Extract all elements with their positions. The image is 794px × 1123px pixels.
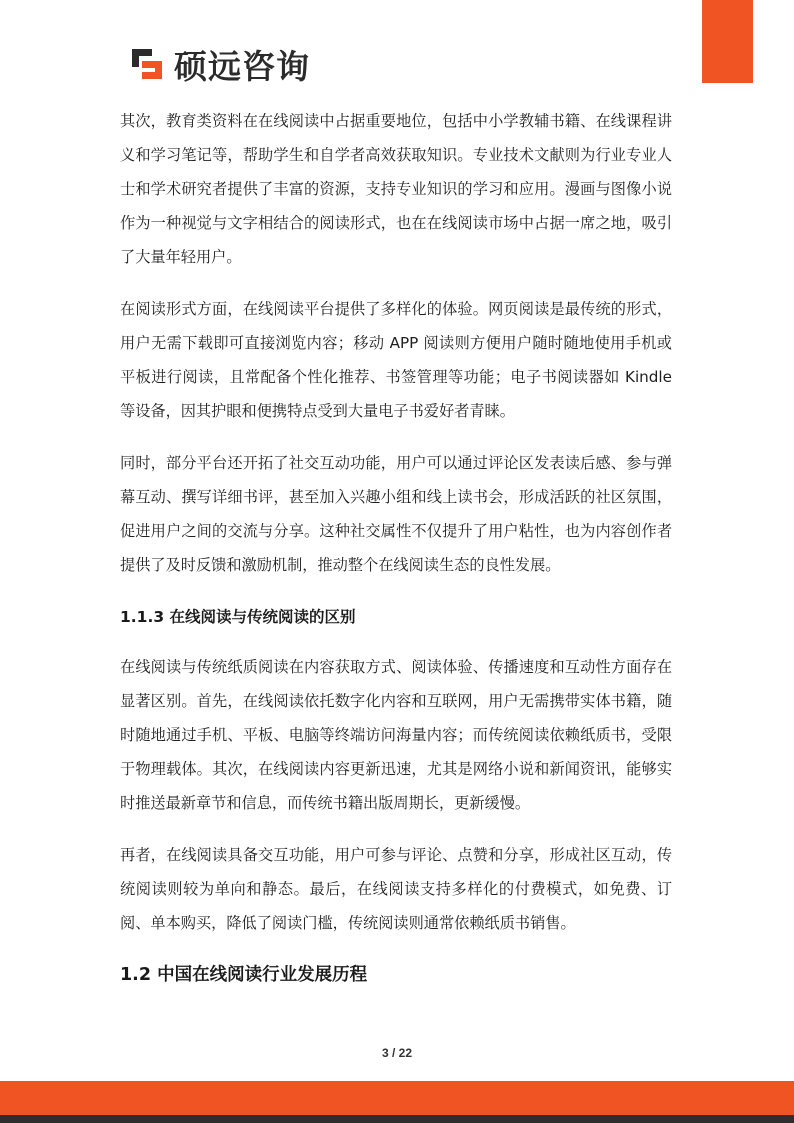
- paragraph: 在线阅读与传统纸质阅读在内容获取方式、阅读体验、传播速度和互动性方面存在显著区别。首先，在线阅读依托数字化内容和互联网，用户无需携带实体书籍，随时随地通过手机、平板、电脑等终端访问海量内容；而传统阅读依赖纸质书，受限于物理载体。其次，在线阅读内容更新迅速，尤其是网络小说和新闻资讯，能够实时推送最新章节和信息，而传统书籍出版周期长，更新缓慢。: [120, 658, 672, 812]
- page-number: 3 / 22: [381, 1046, 413, 1060]
- logo-mark-icon: [128, 45, 166, 83]
- paragraph: 同时，部分平台还开拓了社交互动功能，用户可以通过评论区发表读后感、参与弹幕互动、撰写详细书评，甚至加入兴趣小组和线上读书会，形成活跃的社区氛围，促进用户之间的交流与分享。这种社交属性不仅提升了用户粘性，也为内容创作者提供了及时反馈和激励机制，推动整个在线阅读生态的良性发展。: [120, 454, 672, 574]
- logo-text: 硕远咨询: [174, 46, 310, 86]
- footer-dark-bar: [0, 1115, 794, 1123]
- document-body: [120, 104, 672, 992]
- company-logo: [128, 44, 310, 84]
- corner-accent-tab: [702, 0, 753, 83]
- paragraph: 再者，在线阅读具备交互功能，用户可参与评论、点赞和分享，形成社区互动，传统阅读则较为单向和静态。最后，在线阅读支持多样化的付费模式，如免费、订阅、单本购买，降低了阅读门槛，传统阅读则通常依赖纸质书销售。: [120, 846, 672, 932]
- paragraph: 其次，教育类资料在在线阅读中占据重要地位，包括中小学教辅书籍、在线课程讲义和学习笔记等，帮助学生和自学者高效获取知识。专业技术文献则为行业专业人士和学术研究者提供了丰富的资源，支持专业知识的学习和应用。漫画与图像小说作为一种视觉与文字相结合的阅读形式，也在在线阅读市场中占据一席之地，吸引了大量年轻用户。: [120, 112, 672, 266]
- paragraph: 在阅读形式方面，在线阅读平台提供了多样化的体验。网页阅读是最传统的形式，用户无需下载即可直接浏览内容；移动 APP 阅读则方便用户随时随地使用手机或平板进行阅读，且常配备个性化推荐、书签管理等功能；电子书阅读器如 Kindle 等设备，因其护眼和便携特点受到大量电子书爱好者青睐。: [120, 300, 672, 420]
- footer-orange-bar: [0, 1081, 794, 1115]
- section-heading-1-1-3: 1.1.3 在线阅读与传统阅读的区别: [120, 608, 356, 626]
- section-heading-1-2: 1.2 中国在线阅读行业发展历程: [120, 965, 368, 985]
